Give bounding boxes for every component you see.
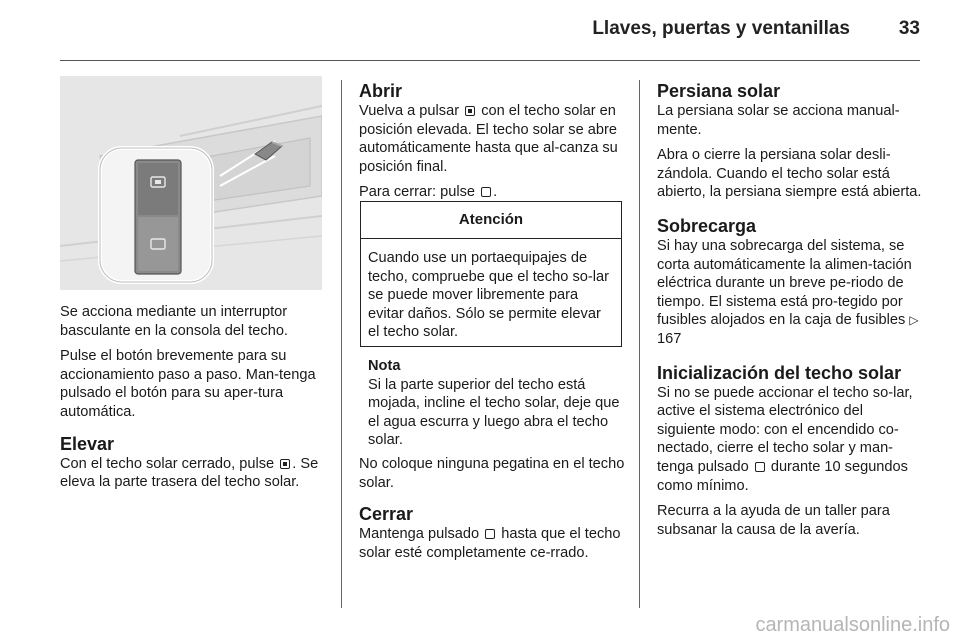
column-divider-2: [639, 80, 640, 608]
roof-open-icon: [465, 106, 475, 116]
elevar-text-a: Con el techo solar cerrado, pulse: [60, 455, 275, 472]
intro-paragraph: Se acciona mediante un interruptor basculante en la consola del techo.: [60, 304, 288, 339]
section-title-inicializacion: Inicialización del techo solar: [657, 362, 902, 383]
section-title-abrir: Abrir: [359, 81, 403, 101]
watermark: carmanualsonline.info: [755, 614, 950, 636]
section-sobrecarga: [657, 216, 925, 349]
persiana-paragraph-1: La persiana solar se acciona manual-mente.: [657, 103, 900, 138]
init-paragraph-1: [657, 384, 925, 496]
page-header-title: Llaves, puertas y ventanillas: [592, 18, 850, 39]
cerrar-paragraph: [359, 525, 627, 562]
roof-close-icon: [755, 462, 765, 472]
init-paragraph-2: Recurra a la ayuda de un taller para subsanar la causa de la avería.: [657, 503, 890, 538]
persiana-paragraph-2: Abra o cierre la persiana solar desli-zándola. Cuando el techo solar está abierto, la persiana siempre está abierta.: [657, 147, 922, 201]
abrir-text-a: Vuelva a pulsar: [359, 103, 460, 119]
section-title-elevar: Elevar: [60, 433, 115, 454]
cerrar-short-paragraph: [359, 183, 627, 202]
right-column: [657, 81, 925, 546]
pegatina-paragraph: No coloque ninguna pegatina en el techo solar.: [359, 456, 625, 491]
middle-column-lower: [359, 455, 627, 562]
section-cerrar: [359, 504, 627, 562]
elevar-paragraph: [60, 455, 332, 492]
roof-close-icon: [481, 187, 491, 197]
attention-box: [360, 201, 622, 347]
sobrecarga-text: Si hay una sobrecarga del sistema, se corta automáticamente la alimen-tación eléctrica durante un breve pe-riodo de tiempo. El sistema está pro-tegido por fusibles alojados en la caja de fusibles: [657, 237, 912, 329]
section-title-persiana: Persiana solar: [657, 81, 781, 101]
cerrar2-text-b: hasta que el techo solar esté completamente ce-rrado.: [359, 526, 621, 561]
note-title: Nota: [368, 358, 401, 374]
attention-title: Atención: [361, 202, 621, 239]
section-title-sobrecarga: Sobrecarga: [657, 215, 757, 236]
init-text-a: Si no se puede accionar el techo so-lar, active el sistema electrónico del siguiente modo: con el encendido co-nectado, cierre el techo solar y man-tenga pulsado: [657, 384, 913, 475]
sunroof-switch-image: [60, 76, 322, 290]
roof-close-icon: [485, 529, 495, 539]
sobrecarga-paragraph: [657, 237, 925, 349]
section-elevar: [60, 434, 332, 492]
attention-text: Cuando use un portaequipajes de techo, compruebe que el techo so-lar se puede mover libremente para evitar daños. Sólo se permite elevar el techo solar.: [368, 250, 609, 341]
section-inicializacion: [657, 363, 925, 540]
page-number: 33: [898, 18, 920, 39]
note-block: [368, 357, 624, 450]
middle-column: [359, 81, 627, 209]
sunroof-switch-illustration: [60, 76, 322, 290]
elevar-text-b: . Se eleva la parte trasera del techo solar.: [60, 455, 319, 491]
column-divider-1: [341, 80, 342, 608]
cerrar-text-b: .: [493, 184, 498, 201]
abrir-text-b: con el techo solar en posición elevada. El techo solar se abre automáticamente hasta que al-canza su posición final.: [359, 103, 618, 175]
operation-paragraph: Pulse el botón brevemente para su accionamiento paso a paso. Man-tenga pulsado el botón para su aper-tura automática.: [60, 348, 316, 420]
init-text-b: durante 10 segundos como mínimo.: [657, 458, 908, 494]
roof-open-icon: [280, 459, 290, 469]
note-text: Si la parte superior del techo está mojada, incline el techo solar, deje que el agua escurra y luego abra el techo solar.: [368, 376, 620, 449]
left-column: [60, 303, 332, 500]
cerrar-text-a: Para cerrar: pulse: [359, 184, 475, 201]
abrir-paragraph: [359, 102, 627, 176]
section-title-cerrar: Cerrar: [359, 504, 414, 525]
page-reference[interactable]: 167: [657, 330, 682, 347]
header-divider: [60, 60, 920, 61]
page-reference-arrow-icon: ▷: [909, 313, 919, 328]
cerrar2-text-a: Mantenga pulsado: [359, 526, 480, 543]
